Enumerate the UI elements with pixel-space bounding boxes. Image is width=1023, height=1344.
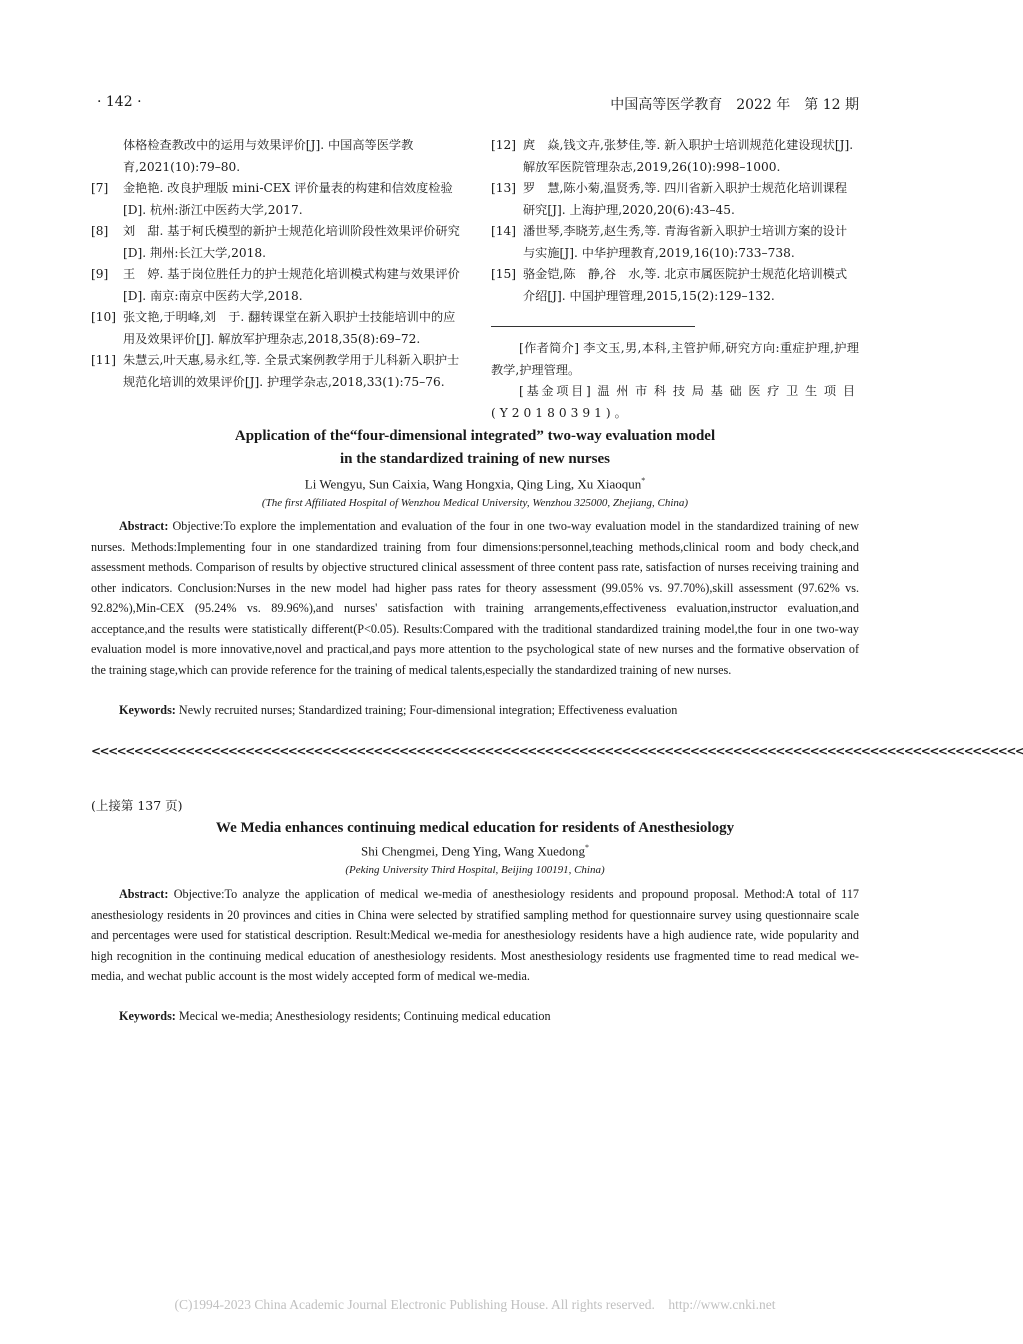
section-divider: <<<<<<<<<<<<<<<<<<<<<<<<<<<<<<<<<<<<<<<<<<<<<<<<<<<<<<<<<<<<<<<<<<<<<<<<<<<<<<<<<<<<<<<<<<<<<<<<<<<<<<<<<<<<< xyxy=(91,744,1023,758)
article2-author-names: Shi Chengmei, Deng Ying, Wang Xuedong xyxy=(361,843,585,859)
article1-title-line2: in the standardized training of new nurses xyxy=(339,451,611,467)
reference-number: [14] xyxy=(491,224,517,238)
reference-text: 罗 慧,陈小菊,温贤秀,等. 四川省新入职护士规范化培训课程研究[J]. 上海护理,2020,20(6):43–45. xyxy=(523,181,848,217)
reference-item xyxy=(491,264,859,307)
article2-title: We Media enhances continuing medical education for residents of Anesthesiology xyxy=(215,820,735,836)
reference-item xyxy=(91,221,463,264)
reference-text: 庹 焱,钱文卉,张梦佳,等. 新入职护士培训规范化建设现状[J]. 解放军医院管理杂志,2019,26(10):998–1000. xyxy=(523,138,854,174)
keywords-text: Newly recruited nurses; Standardized training; Four-dimensional integration; Effectiveness evaluation xyxy=(178,703,678,717)
reference-text: 王 婷. 基于岗位胜任力的护士规范化培训模式构建与效果评价[D]. 南京:南京中医药大学,2018. xyxy=(123,267,460,303)
reference-text: 金艳艳. 改良护理版 mini-CEX 评价量表的构建和信效度检验[D]. 杭州:浙江中医药大学,2017. xyxy=(123,181,453,217)
article2-abstract xyxy=(91,884,859,987)
reference-text: 骆金铠,陈 静,谷 水,等. 北京市属医院护士规范化培训模式介绍[J]. 中国护理管理,2015,15(2):129–132. xyxy=(523,267,848,303)
reference-number: [15] xyxy=(491,267,517,281)
references-right-column xyxy=(491,135,859,307)
article1-authors xyxy=(0,476,950,492)
article1-keywords xyxy=(91,700,859,721)
reference-number: [13] xyxy=(491,181,517,195)
author-note xyxy=(491,338,859,424)
article1-title-line1: Application of the“four-dimensional integrated” two-way evaluation model xyxy=(234,428,716,444)
article1-affiliation: (The first Affiliated Hospital of Wenzhou Medical University, Wenzhou 325000, Zhejiang, China) xyxy=(261,497,689,509)
abstract-text: Objective:To analyze the application of medical we-media of anesthesiology residents and propound proposal. Method:A total of 117 anesthesiology residents in 20 provinces and cities in China were selected by stratified sampling method for questionnaire survey using questionnaire scale and percentages were used for statistical description. Result:Medical we-media for anesthesiology residents have a high audience rate, wide popularity and high recognition in the continuing medical education of anesthesiology residents. Most anesthesiology residents use fragmented time to read medical we-media, and wechat public account is the most widely accepted form of medical we-media. xyxy=(91,887,860,983)
article1-abstract xyxy=(91,516,859,680)
reference-item xyxy=(491,135,859,178)
article1-author-names: Li Wengyu, Sun Caixia, Wang Hongxia, Qing Ling, Xu Xiaoqun xyxy=(304,476,642,492)
reference-text: 潘世琴,李晓芳,赵生秀,等. 青海省新入职护士培训方案的设计与实施[J]. 中华护理教育,2019,16(10):733–738. xyxy=(523,224,848,260)
keywords-label: Keywords: xyxy=(119,703,176,717)
reference-number: [12] xyxy=(491,138,517,152)
fund-text: 温州市科技局基础医疗卫生项目(Y20180391)。 xyxy=(491,384,860,420)
abstract-label: Abstract: xyxy=(119,887,169,901)
reference-item xyxy=(91,307,463,350)
reference-item xyxy=(91,135,463,178)
continued-note: (上接第 137 页) xyxy=(91,798,183,813)
reference-text: 朱慧云,叶天惠,易永红,等. 全景式案例教学用于儿科新入职护士规范化培训的效果评价[J]. 护理学杂志,2018,33(1):75–76. xyxy=(123,353,460,389)
reference-number: [11] xyxy=(91,353,117,367)
reference-number: [9] xyxy=(91,267,109,281)
author-intro-text: 李文玉,男,本科,主管护师,研究方向:重症护理,护理教学,护理管理。 xyxy=(491,341,859,377)
keywords-label: Keywords: xyxy=(119,1009,176,1023)
fund-label: [基金项目] xyxy=(519,384,591,398)
journal-header: 中国高等医学教育 2022 年 第 12 期 xyxy=(610,97,859,113)
reference-text: 张文艳,于明峰,刘 于. 翻转课堂在新入职护士技能培训中的应用及效果评价[J]. 解放军护理杂志,2018,35(8):69–72. xyxy=(123,310,456,346)
reference-number: [8] xyxy=(91,224,109,238)
copyright-footer: (C)1994-2023 China Academic Journal Electronic Publishing House. All rights reserved. http://www.cnki.net xyxy=(174,1297,776,1312)
corresponding-star: * xyxy=(584,843,589,852)
corresponding-star: * xyxy=(641,476,646,485)
article2-authors xyxy=(0,843,950,859)
reference-item xyxy=(491,178,859,221)
abstract-label: Abstract: xyxy=(119,519,169,533)
article2-keywords xyxy=(91,1006,859,1027)
references-left-column xyxy=(91,135,463,393)
reference-number: [10] xyxy=(91,310,117,324)
reference-item xyxy=(91,350,463,393)
author-intro-label: [作者简介] xyxy=(519,341,579,355)
reference-number: [7] xyxy=(91,181,109,195)
page-number: · 142 · xyxy=(97,94,142,110)
abstract-text: Objective:To explore the implementation and evaluation of the four in one two-way evaluation model in the standardized training of new nurses. Methods:Implementing four in one standardized training from four dimensions:personnel,teaching methods,clinical room and body check,and assessment methods. Comparison of results by objective structured clinical assessment of three content pass rate, satisfaction of nurses receiving training and other indicators. Conclusion:Nurses in the new model had higher pass rates for theory assessment (99.05% vs. 97.70%),skill assessment (97.62% vs. 92.82%),Min-CEX (95.24% vs. 89.96%),and nurses' satisfaction with training arrangements,effectiveness evaluation,instructor evaluation,and acceptance,and the results were statistically different(P<0.05). Results:Compared with the traditional standardized training model,the four in one two-way evaluation model is more innovative,novel and practical,and pays more attention to the psychological state of new nurses and the formative observation of the training stage,which can provide reference for the training of medical talents,especially the standardized training of new nurses. xyxy=(91,519,859,677)
footnote-rule xyxy=(491,326,695,327)
reference-text: 体格检查教改中的运用与效果评价[J]. 中国高等医学教育,2021(10):79–80. xyxy=(123,138,414,174)
keywords-text: Mecical we-media; Anesthesiology residents; Continuing medical education xyxy=(178,1009,551,1023)
reference-item xyxy=(91,264,463,307)
article2-affiliation: (Peking University Third Hospital, Beijing 100191, China) xyxy=(345,864,605,876)
reference-item xyxy=(491,221,859,264)
reference-text: 刘 甜. 基于柯氏模型的新护士规范化培训阶段性效果评价研究[D]. 荆州:长江大学,2018. xyxy=(123,224,460,260)
reference-item xyxy=(91,178,463,221)
